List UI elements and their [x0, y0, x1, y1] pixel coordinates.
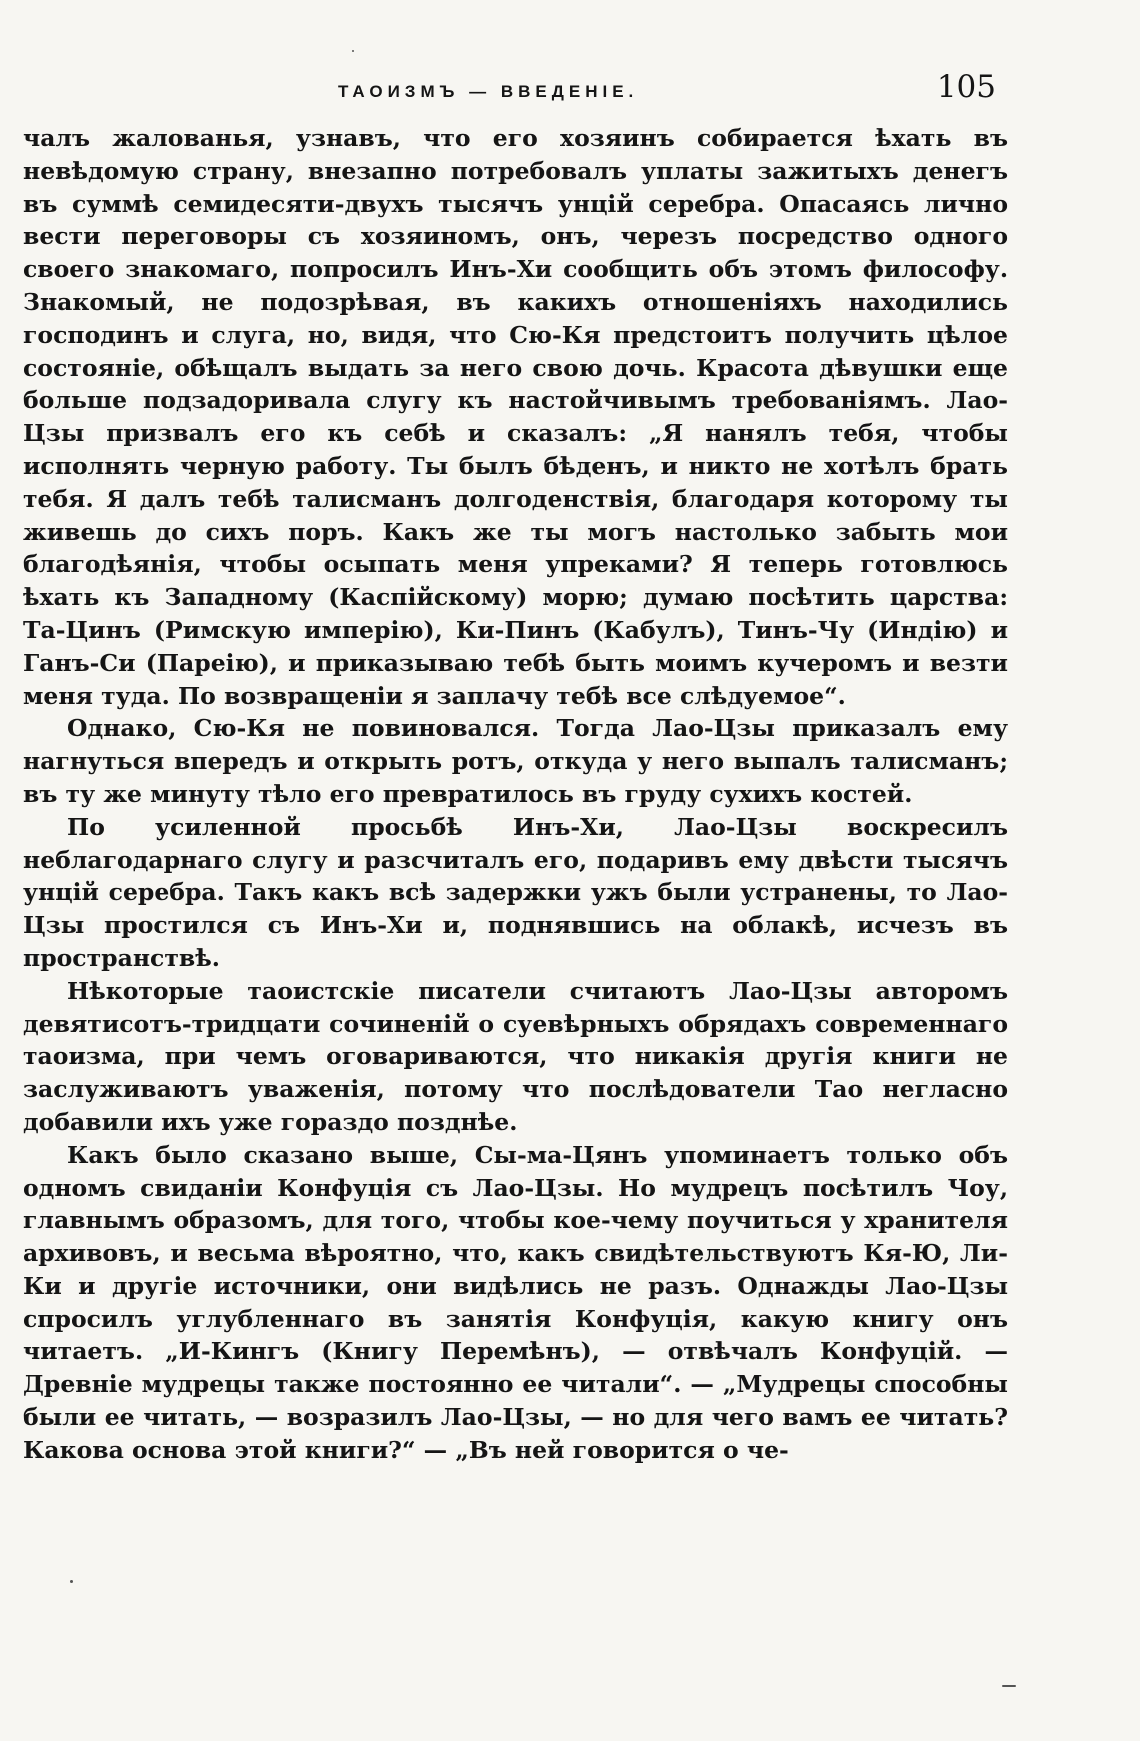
- paragraph-5: Какъ было сказано выше, Сы-ма-Цянъ упоминаетъ только объ одномъ свиданіи Конфуція съ Лао-Цзы. Но мудрецъ посѣтилъ Чоу, главнымъ образомъ, для того, чтобы кое-чему поучиться у хранителя архивовъ, и весьма вѣроятно, что, какъ свидѣтельствуютъ Кя-Ю, Ли-Ки и другіе источники, они видѣлись не разъ. Однажды Лао-Цзы спросилъ углубленнаго въ занятія Конфуція, какую книгу онъ читаетъ. „И-Кингъ (Книгу Перемѣнъ), — отвѣчалъ Конфуцій. — Древніе мудрецы также постоянно ее читали“. — „Мудрецы способны были ее читать, — возразилъ Лао-Цзы, — но для чего вамъ ее читать? Какова основа этой книги?“ — „Въ ней говорится о че-: [23, 1140, 1008, 1464]
- paragraph-1: чалъ жалованья, узнавъ, что его хозяинъ собирается ѣхать въ невѣдомую страну, внезапно потребовалъ уплаты зажитыхъ денегъ въ суммѣ семидесяти-двухъ тысячъ унцій серебра. Опасаясь лично вести переговоры съ хозяиномъ, онъ, черезъ посредство одного своего знакомаго, попросилъ Инъ-Хи сообщить объ этомъ философу. Знакомый, не подозрѣвая, въ какихъ отношеніяхъ находились господинъ и слуга, но, видя, что Сю-Кя предстоитъ получить цѣлое состояніе, обѣщалъ выдать за него свою дочь. Красота дѣвушки еще больше подзадоривала слугу къ настойчивымъ требованіямъ. Лао-Цзы призвалъ его къ себѣ и сказалъ: „Я нанялъ тебя, чтобы исполнять черную работу. Ты былъ бѣденъ, и никто не хотѣлъ брать тебя. Я далъ тебѣ талисманъ долгоденствія, благодаря которому ты живешь до сихъ поръ. Какъ же ты могъ настолько забыть мои благодѣянія, чтобы осыпать меня упреками? Я теперь готовлюсь ѣхать къ Западному (Каспійскому) морю; думаю посѣтить царства: Та-Цинъ (Римскую имперію), Ки-Пинъ (Кабулъ), Тинъ-Чу (Индію) и Ганъ-Си (Пареію), и приказываю тебѣ быть моимъ кучеромъ и везти меня туда. По возвращеніи я заплачу тебѣ все слѣдуемое“.: [23, 124, 1008, 710]
- page-number: 105: [936, 69, 996, 105]
- running-title: ТАОИЗМЪ — ВВЕДЕНІЕ.: [338, 82, 639, 101]
- print-speck: [352, 50, 354, 52]
- paragraph-4: Нѣкоторые таоистскіе писатели считаютъ Лао-Цзы авторомъ девятисотъ-тридцати сочиненій о суевѣрныхъ обрядахъ современнаго таоизма, при чемъ оговариваются, что никакія другія книги не заслуживаютъ уваженія, потому что послѣдователи Тао негласно добавили ихъ уже гораздо позднѣе.: [23, 976, 1008, 1136]
- paragraph-2: Однако, Сю-Кя не повиновался. Тогда Лао-Цзы приказалъ ему нагнуться впередъ и открыть ротъ, откуда у него выпалъ талисманъ; въ ту же минуту тѣло его превратилось въ груду сухихъ костей.: [23, 714, 1008, 808]
- print-speck: [70, 1580, 73, 1583]
- paragraph-3: По усиленной просьбѣ Инъ-Хи, Лао-Цзы воскресилъ неблагодарнаго слугу и разсчиталъ его, подаривъ ему двѣсти тысячъ унцій серебра. Такъ какъ всѣ задержки ужъ были устранены, то Лао-Цзы простился съ Инъ-Хи и, поднявшись на облакѣ, исчезъ въ пространствѣ.: [23, 812, 1008, 972]
- running-head: [23, 69, 1008, 112]
- print-speck: [1002, 1685, 1016, 1687]
- body-text: [23, 122, 1008, 1467]
